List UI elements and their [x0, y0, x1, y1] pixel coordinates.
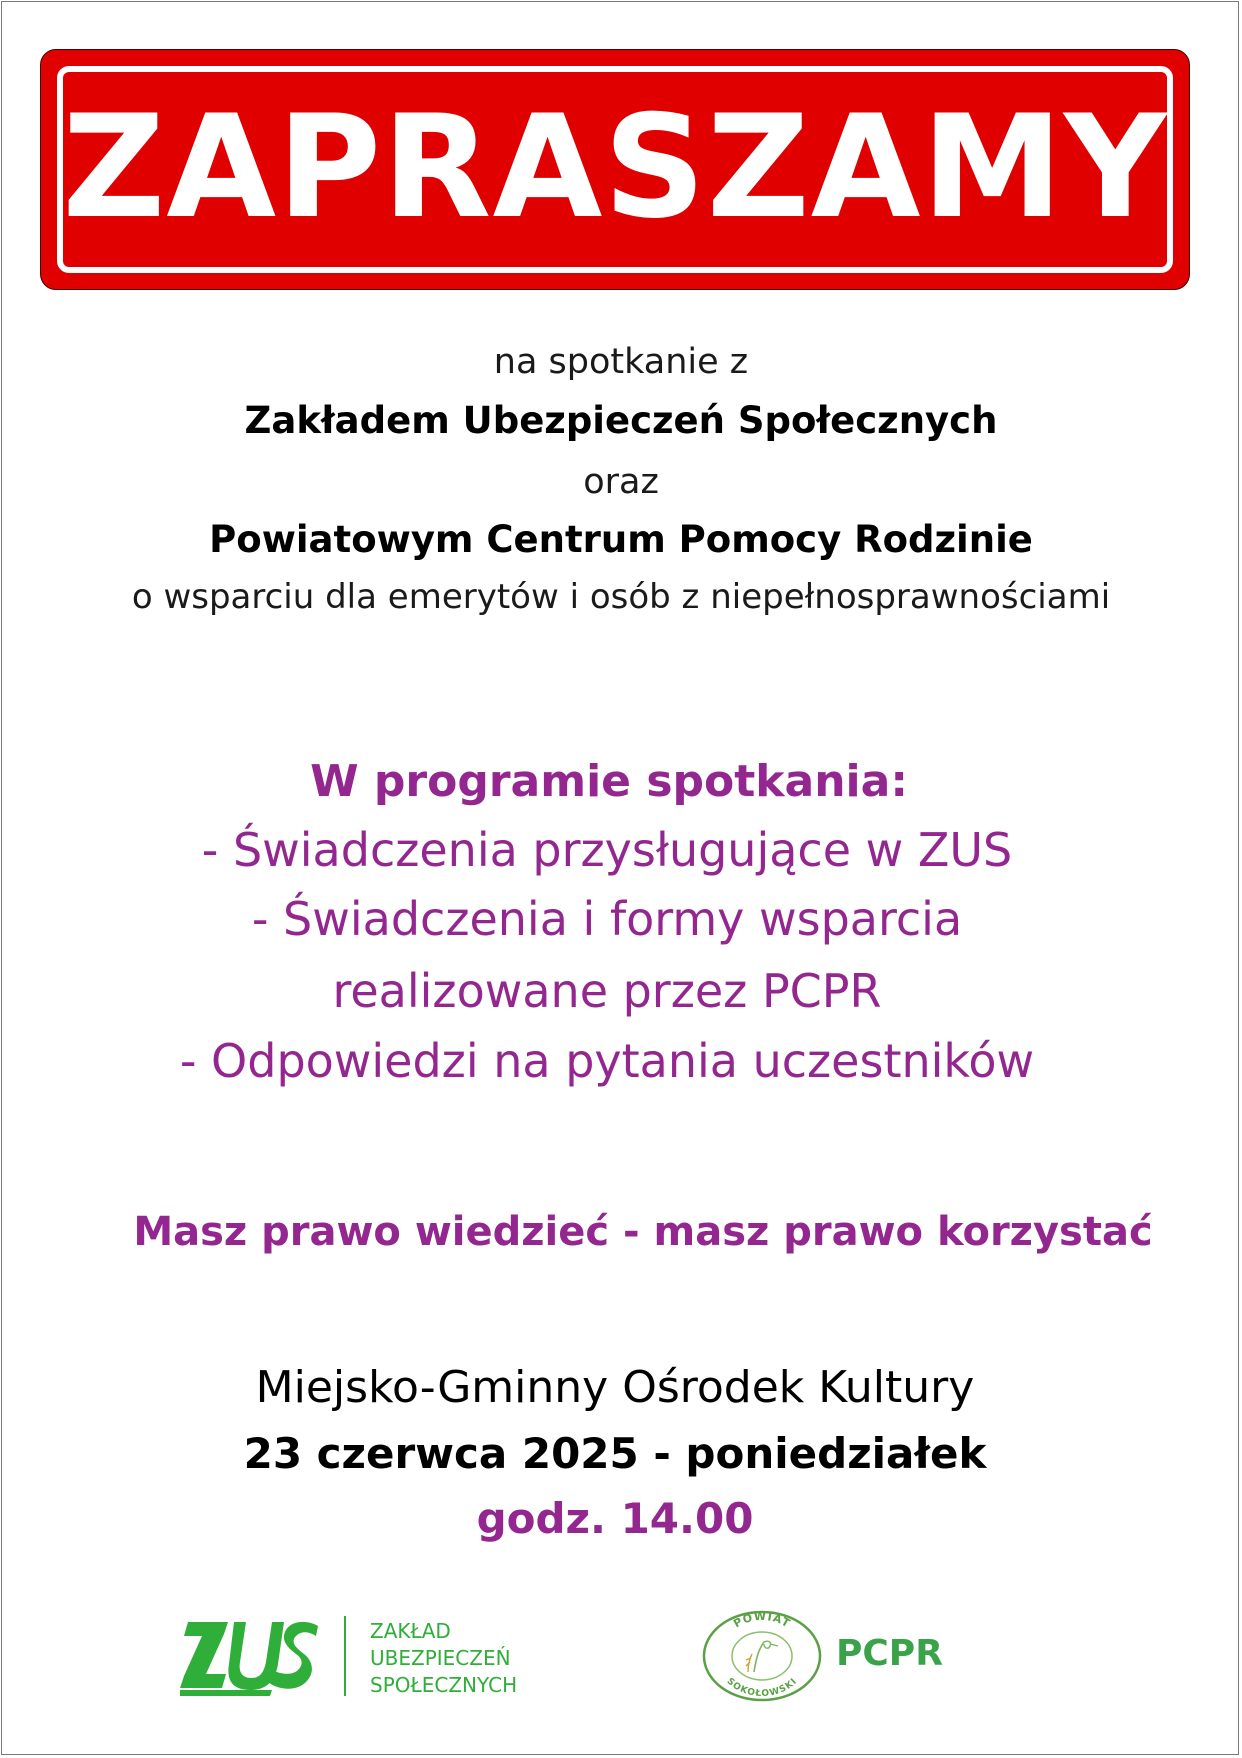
program-item: realizowane przez PCPR — [332, 964, 882, 1018]
pcpr-label: PCPR — [836, 1633, 943, 1674]
intro-line: na spotkanie z — [493, 342, 749, 382]
zus-logo-line: ZAKŁAD — [370, 1619, 451, 1643]
invitation-banner — [40, 49, 1190, 290]
organization-pcpr: Powiatowym Centrum Pomocy Rodzinie — [209, 518, 1033, 561]
conjunction-text: oraz — [583, 462, 659, 502]
program-item: - Odpowiedzi na pytania uczestników — [179, 1034, 1035, 1088]
slogan: Masz prawo wiedzieć - masz prawo korzystać — [133, 1209, 1153, 1255]
zus-logo-line: UBEZPIECZEŃ — [370, 1646, 511, 1670]
event-time: godz. 14.00 — [476, 1494, 754, 1543]
zus-logo — [180, 1610, 560, 1700]
organization-zus: Zakładem Ubezpieczeń Społecznych — [244, 399, 998, 442]
program-heading: W programie spotkania: — [310, 756, 908, 807]
meeting-topic: o wsparciu dla emerytów i osób z niepełnosprawnościami — [131, 577, 1111, 617]
program-item: - Świadczenia i formy wsparcia — [251, 892, 963, 946]
zus-logo-line: SPOŁECZNYCH — [370, 1673, 518, 1697]
seal-bottom-text: SOKOŁOWSKI — [724, 1676, 800, 1700]
program-item: - Świadczenia przysługujące w ZUS — [201, 823, 1013, 877]
svg-text:POWIAT — [731, 1610, 793, 1630]
event-venue: Miejsko-Gminny Ośrodek Kultury — [255, 1362, 975, 1413]
zus-divider — [344, 1616, 346, 1696]
zus-mark-icon — [180, 1616, 320, 1696]
pcpr-logo — [702, 1608, 962, 1704]
zus-logo-text — [370, 1618, 517, 1699]
powiat-seal-icon — [702, 1610, 822, 1702]
banner-title: ZAPRASZAMY — [62, 84, 1168, 250]
seal-top-text: POWIAT — [731, 1610, 793, 1631]
banner-inner-border — [57, 66, 1173, 273]
event-date: 23 czerwca 2025 - poniedziałek — [243, 1429, 987, 1478]
